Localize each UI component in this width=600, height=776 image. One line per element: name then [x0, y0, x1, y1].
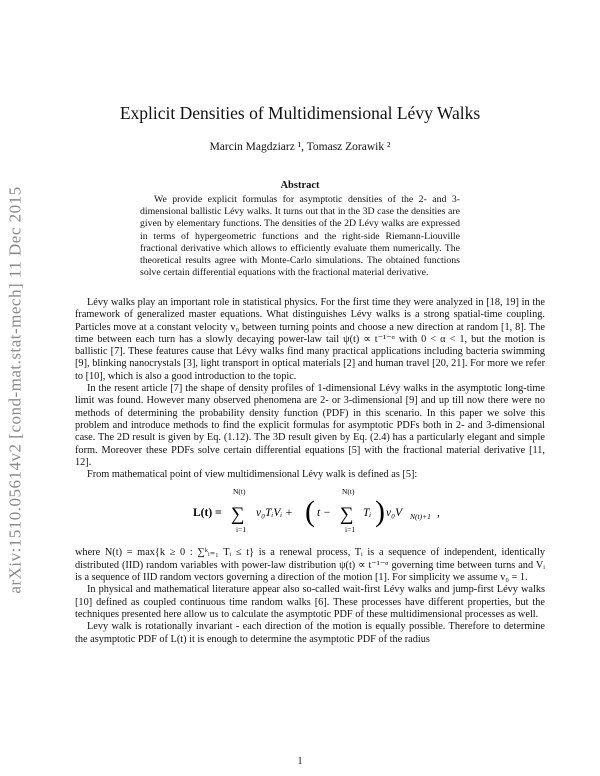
eq-right-paren: ) [375, 495, 385, 529]
eq-sum-upper: N(t) [233, 487, 246, 497]
eq-inner-upper: N(t) [342, 487, 355, 497]
eq-term1: v₀TᵢVᵢ + [256, 507, 293, 520]
paragraph-1: Lévy walks play an important role in statistical physics. For the first time they were analyzed in [18, 19] in the framework of generalized master equations. What distinguishes Lévy walks is a strong spatial-time coupling. Particles move at a constant velocity v₀ between turning points and choose a new direction at random [1, 8]. The time between each turn has a slowly decaying power-law tail ψ(t) ∝ t⁻¹⁻ᵅ with 0 < α < 1, but the motion is ballistic [7]. These features cause that Lévy walks find many practical applications including bacteria swimming [9], blinking nanocrystals [3], light transport in optical materials [2] and human travel [20, 21]. For more we refer to [10], which is also a good introduction to the topic. [75, 297, 545, 382]
eq-lhs: L(t) = [193, 507, 222, 520]
abstract-text: We provide explicit formulas for asymptotic densities of the 2- and 3-dimensional ballistic Lévy walks. It turns out that in the 3D case the densities are given by elementary functions. The densities of the 2D Lévy walks are expressed in terms of hypergeometric functions and the right-side Riemann-Liouville fractional derivative which allows to efficiently evaluate them numerically. The theoretical results agree with Monte-Carlo simulations. The obtained functions solve certain differential equations with the fractional material derivative. [140, 194, 460, 279]
paragraph-5: In physical and mathematical literature appear also so-called wait-first Lévy walks and jump-first Lévy walks [10] defined as coupled continuous time random walks [6]. These processes have different properties, but the techniques presented here allow us to calculate the asymptotic PDF of these multidimensional processes as well. [75, 584, 545, 620]
eq-tail-sub: N(t)+1 [410, 512, 431, 522]
eq-inner-term: Tᵢ [363, 507, 372, 520]
equation-levy-walk [75, 485, 545, 541]
paragraph-3: From mathematical point of view multidimensional Lévy walk is defined as [5]: [87, 469, 418, 481]
paper-authors: Marcin Magdziarz ¹, Tomasz Zorawik ² [209, 141, 391, 153]
eq-end: , [437, 507, 440, 520]
eq-sum-lower: i=1 [236, 525, 247, 535]
paper-title: Explicit Densities of Multidimensional Lévy Walks [119, 103, 481, 123]
arxiv-stamp [2, 160, 30, 620]
eq-inner-sum-symbol: ∑ [340, 504, 354, 526]
arxiv-stamp-text: arXiv:1510.05614v2 [cond-mat.stat-mech] 11 Dec 2015 [6, 186, 25, 594]
abstract-heading: Abstract [280, 180, 320, 191]
eq-left-paren: ( [305, 495, 315, 529]
eq-inner-lower: i=1 [345, 525, 356, 535]
paragraph-6: Levy walk is rotationally invariant - each direction of the motion is equally possible. Therefore to determine the asymptotic PDF of L(t) it is enough to determine the asymptotic PDF of the radius [75, 621, 545, 645]
eq-tail: v₀V [386, 507, 403, 520]
eq-sum-symbol: ∑ [231, 504, 245, 526]
paragraph-2: In the resent article [7] the shape of density profiles of 1-dimensional Lévy walks in the asymptotic long-time limit was found. However many observed phenomena are 2- or 3-dimensional [9] and up till now there were no methods of determining the probability density function (PDF) in this scenario. In this paper we solve this problem and introduce methods to find the explicit formulas for asymptotic PDFs both in 2- and 3-dimensional case. The 2D result is given by Eq. (1.12). The 3D result given by Eq. (2.4) has a particularly elegant and simple form. Moreover these PDFs solve certain differential equations [5] with the fractional material derivative [11, 12]. [75, 383, 545, 468]
main-text [75, 297, 545, 646]
eq-paren-t: t − [317, 507, 331, 520]
paragraph-4: where N(t) = max{k ≥ 0 : ∑ᵏᵢ₌₁ Tᵢ ≤ t} is a renewal process, Tᵢ is a sequence of independent, identically distributed (IID) random variables with power-law distribution ψ(t) ∝ t⁻¹⁻ᵅ governing time between turns and Vᵢ is a sequence of IID random vectors governing a direction of the motion [1]. For simplicity we assume v₀ = 1. [75, 547, 545, 584]
page-number: 1 [297, 756, 303, 767]
